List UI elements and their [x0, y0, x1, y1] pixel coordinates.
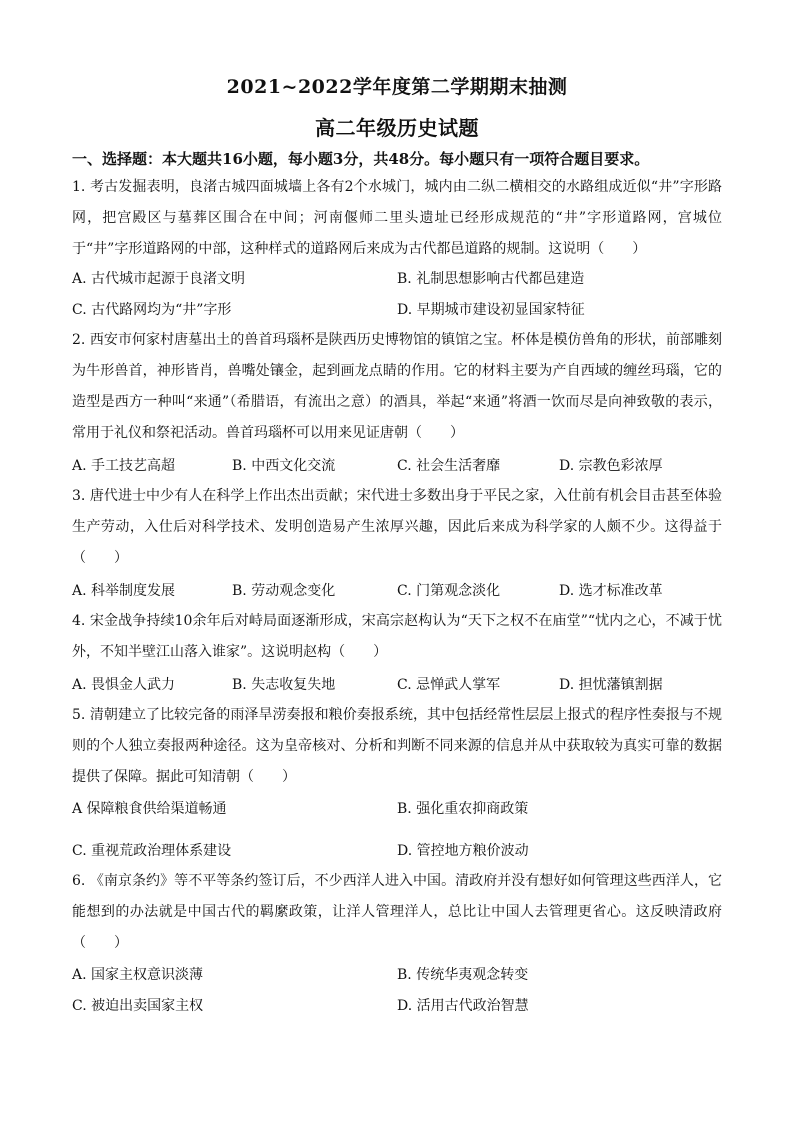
- question-3-options: [72, 580, 722, 604]
- option-c[interactable]: C. 古代路网均为“井”字形: [72, 302, 232, 318]
- option-b[interactable]: B. 强化重农抑商政策: [397, 801, 529, 817]
- exam-subtitle: 高二年级历史试题: [315, 116, 479, 140]
- option-c[interactable]: C. 忌惮武人掌军: [397, 677, 501, 693]
- option-c[interactable]: C. 被迫出卖国家主权: [72, 998, 204, 1014]
- question-6-stem: 6. 《南京条约》等不平等条约签订后，不少西洋人进入中国。清政府并没有想好如何管理这些西洋人，它能想到的办法就是中国古代的羁縻政策，让洋人管理洋人，总比让中国人去管理更省心。这反映清政府（ ）: [72, 873, 722, 951]
- option-c[interactable]: C. 重视荒政治理体系建设: [72, 843, 232, 859]
- option-b[interactable]: B. 中西文化交流: [232, 458, 336, 474]
- option-b[interactable]: B. 礼制思想影响古代都邑建造: [397, 271, 585, 287]
- question-6-options: [72, 964, 722, 988]
- option-b[interactable]: B. 失志收复失地: [232, 677, 336, 693]
- question-1-stem: 1. 考古发掘表明，良渚古城四面城墙上各有2个水城门，城内由二纵二横相交的水路组成近似“井”字形路网，把宫殿区与墓葬区围合在中间；河南偃师二里头遗址已经形成规范的“井”字形道路网，宫城位于“井”字形道路网的中部，这种样式的道路网后来成为古代都邑道路的规制。这说明（ ）: [72, 179, 722, 257]
- option-b[interactable]: B. 传统华夷观念转变: [397, 967, 529, 983]
- option-a[interactable]: A. 古代城市起源于良渚文明: [72, 271, 246, 287]
- question-2-stem: 2. 西安市何家村唐墓出土的兽首玛瑙杯是陕西历史博物馆的镇馆之宝。杯体是模仿兽角的形状，前部雕刻为牛形兽首，神形皆肖，兽嘴处镶金，起到画龙点睛的作用。它的材料主要为产自西域的缠丝玛瑙，它的造型是西方一种叫“来通”（希腊语，有流出之意）的酒具，举起“来通”将酒一饮而尽是向神致敬的表示，常用于礼仪和祭祀活动。兽首玛瑙杯可以用来见证唐朝（ ）: [72, 332, 722, 441]
- question-1-options-row2: [72, 299, 722, 323]
- question-3-stem: 3. 唐代进士中少有人在科学上作出杰出贡献；宋代进士多数出身于平民之家，入仕前有机会目击甚至体验生产劳动，入仕后对科学技术、发明创造易产生浓厚兴趣，因此后来成为科学家的人颇不少。这得益于（ ）: [72, 488, 722, 566]
- option-d[interactable]: D. 早期城市建设初显国家特征: [397, 302, 585, 318]
- option-a[interactable]: A. 科举制度发展: [72, 583, 176, 599]
- option-a[interactable]: A 保障粮食供给渠道畅通: [72, 801, 227, 817]
- option-b[interactable]: B. 劳动观念变化: [232, 583, 336, 599]
- option-d[interactable]: D. 担忧藩镇割据: [559, 677, 663, 693]
- question-4-options: [72, 674, 722, 698]
- option-a[interactable]: A. 手工技艺高超: [72, 458, 176, 474]
- option-d[interactable]: D. 活用古代政治智慧: [397, 998, 529, 1014]
- exam-title: 2021~2022学年度第二学期期末抽测: [226, 76, 568, 98]
- question-5-options-row2: [72, 840, 722, 864]
- option-c[interactable]: C. 社会生活奢靡: [397, 458, 501, 474]
- section-heading: 一、选择题：本大题共16小题，每小题3分，共48分。每小题只有一项符合题目要求。: [72, 150, 650, 168]
- option-d[interactable]: D. 宗教色彩浓厚: [559, 458, 663, 474]
- option-d[interactable]: D. 管控地方粮价波动: [397, 843, 529, 859]
- option-d[interactable]: D. 选才标准改革: [559, 583, 663, 599]
- question-6-options-row2: [72, 995, 722, 1019]
- question-1-options: [72, 268, 722, 292]
- question-5-options: [72, 798, 722, 822]
- question-5-stem: 5. 清朝建立了比较完备的雨泽旱涝奏报和粮价奏报系统，其中包括经常性层层上报式的程序性奏报与不规则的个人独立奏报两种途径。这为皇帝核对、分析和判断不同来源的信息并从中获取较为真实可靠的数据提供了保障。据此可知清朝（ ）: [72, 707, 722, 785]
- question-4-stem: 4. 宋金战争持续10余年后对峙局面逐渐形成，宋高宗赵构认为“天下之权不在庙堂”“忧内之心，不减于忧外，不知半壁江山落入谁家”。这说明赵构（ ）: [72, 613, 722, 660]
- option-a[interactable]: A. 畏惧金人武力: [72, 677, 176, 693]
- option-a[interactable]: A. 国家主权意识淡薄: [72, 967, 204, 983]
- question-2-options: [72, 455, 722, 479]
- option-c[interactable]: C. 门第观念淡化: [397, 583, 501, 599]
